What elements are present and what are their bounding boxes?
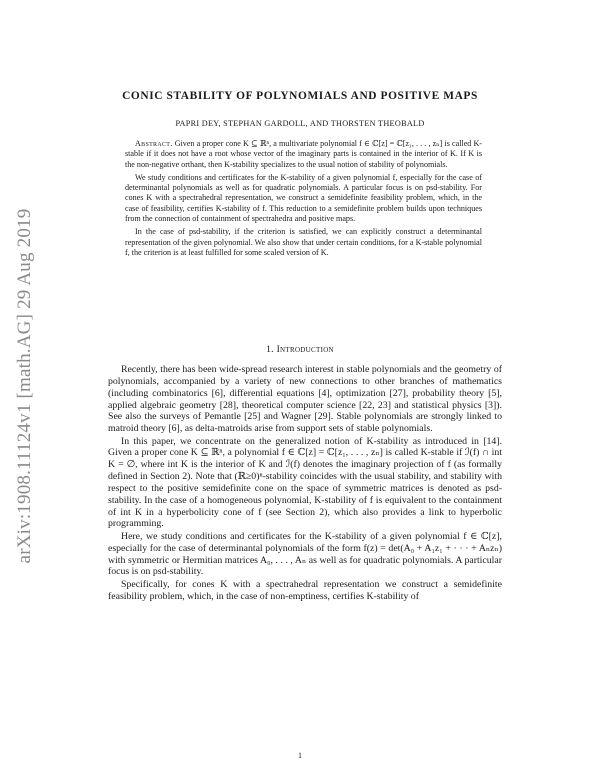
body-paragraph-2: In this paper, we concentrate on the generalized notion of K-stability as introduced in [14]. Given a proper cone K ⊆ ℝⁿ, a polynomial f ∈ ℂ[z] = ℂ[z₁, . . . , zₙ] is called K-stable if ℐ(f) ∩ int K = ∅, where int K is the interior of K and ℐ(f) denotes the imaginary projection of f (as formally defined in Section 2). Note that (ℝ≥0)ⁿ-stability coincides with the usual stability, and stability with respect to the positive semidefinite cone on the space of symmetric matrices is denoted as psd-stability. In the case of a homogeneous polynomial, K-stability of f is equivalent to the containment of int K in a hyperbolicity cone of f (see Section 2), which also provides a link to hyperbolic programming.	[108, 435, 502, 530]
body-paragraph-4: Specifically, for cones K with a spectrahedral representation we construct a semidefinite feasibility problem, which, in the case of non-emptiness, certifies K-stability of	[108, 578, 502, 602]
body-paragraph-1: Recently, there has been wide-spread research interest in stable polynomials and the geometry of polynomials, accompanied by a variety of new connections to other branches of mathematics (including combinatorics [6], differential equations [4], optimization [27], probability theory [5], applied algebraic geometry [28], theoretical computer science [22, 23] and statistical physics [3]). See also the surveys of Pemantle [25] and Wagner [29]. Stable polynomials are strongly linked to matroid theory [6], as delta-matroids arise from support sets of stable polynomials.	[108, 364, 502, 435]
arxiv-identifier-stamp[interactable]: arXiv:1908.11124v1 [math.AG] 29 Aug 2019	[14, 208, 35, 564]
abstract-paragraph-1	[125, 139, 482, 170]
page-number: 1	[298, 751, 302, 760]
section-number: 1.	[266, 344, 274, 355]
abstract-text: Given a proper cone K ⊆ ℝⁿ, a multivariate polynomial f ∈ ℂ[z] = ℂ[z₁, . . . , zₙ] is called K-stable if it does not have a root whose vector of the imaginary parts is contained in the interior of K. If K is the non-negative orthant, then K-stability specializes to the usual notion of stability of polynomials.	[125, 139, 482, 169]
section-heading-introduction	[0, 344, 600, 355]
abstract-label: Abstract.	[135, 139, 173, 148]
abstract-paragraph-2: We study conditions and certificates for the K-stability of a given polynomial f, especially for the case of determinantal polynomials as well as for quadratic polynomials. A particular focus is on psd-stability. For cones K with a spectrahedral representation, we construct a semidefinite feasibility problem, which, in the case of feasibility, certifies K-stability of f. This reduction to a semidefinite problem builds upon techniques from the connection of containment of spectrahedra and positive maps.	[125, 172, 482, 224]
introduction-body	[108, 364, 502, 603]
abstract	[125, 139, 482, 261]
body-paragraph-3: Here, we study conditions and certificates for the K-stability of a given polynomial f ∈ ℂ[z], especially for the case of determinantal polynomials of the form f(z) = det(A₀ + A₁z₁ + · · · + Aₙzₙ) with symmetric or Hermitian matrices A₀, . . . , Aₙ as well as for quadratic polynomials. A particular focus is on psd-stability.	[108, 530, 502, 578]
abstract-paragraph-3: In the case of psd-stability, if the criterion is satisfied, we can explicitly construct a determinantal representation of the given polynomial. We also show that under certain conditions, for a K-stable polynomial f, the criterion is at least fulfilled for some scaled version of K.	[125, 227, 482, 257]
section-name: Introduction	[276, 344, 334, 355]
paper-title: CONIC STABILITY OF POLYNOMIALS AND POSITIVE MAPS	[122, 90, 478, 102]
paper-authors: PAPRI DEY, STEPHAN GARDOLL, AND THORSTEN THEOBALD	[175, 119, 425, 128]
